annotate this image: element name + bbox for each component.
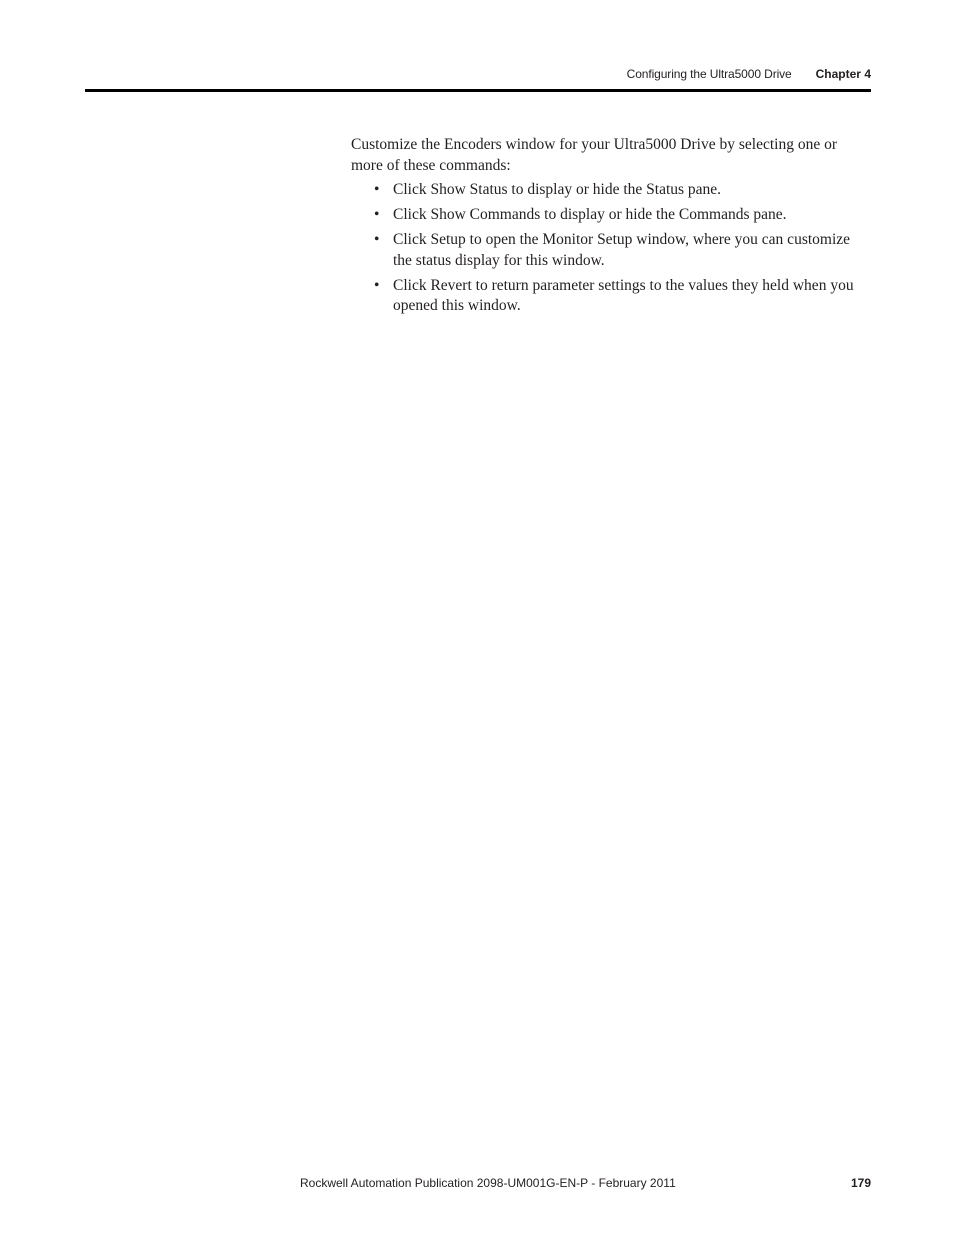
list-item-text: Click Setup to open the Monitor Setup window, where you can customize the status display for this window. — [393, 231, 851, 269]
list-item — [351, 205, 871, 226]
list-item-text: Click Show Commands to display or hide the Commands pane. — [393, 206, 787, 223]
page-footer — [85, 1174, 871, 1194]
running-section-title: Configuring the Ultra5000 Drive — [626, 67, 792, 81]
list-item-text: Click Show Status to display or hide the Status pane. — [393, 181, 722, 198]
bullet-icon: • — [374, 181, 380, 198]
list-item — [351, 230, 871, 271]
list-item — [351, 180, 871, 201]
publication-info: Rockwell Automation Publication 2098-UM001G-EN-P - February 2011 — [300, 1176, 676, 1190]
page-header — [85, 64, 871, 84]
list-item-text: Click Revert to return parameter settings to the values they held when you opened this window. — [393, 276, 854, 314]
body-content — [351, 135, 871, 321]
command-list — [351, 180, 871, 317]
intro-paragraph: Customize the Encoders window for your Ultra5000 Drive by selecting one or more of these commands: — [351, 136, 837, 174]
bullet-icon: • — [374, 231, 380, 248]
bullet-icon: • — [374, 276, 380, 294]
list-item — [351, 276, 871, 317]
chapter-label: Chapter 4 — [815, 67, 871, 81]
page-number: 179 — [850, 1176, 871, 1190]
bullet-icon: • — [374, 206, 380, 223]
header-rule — [85, 89, 871, 92]
